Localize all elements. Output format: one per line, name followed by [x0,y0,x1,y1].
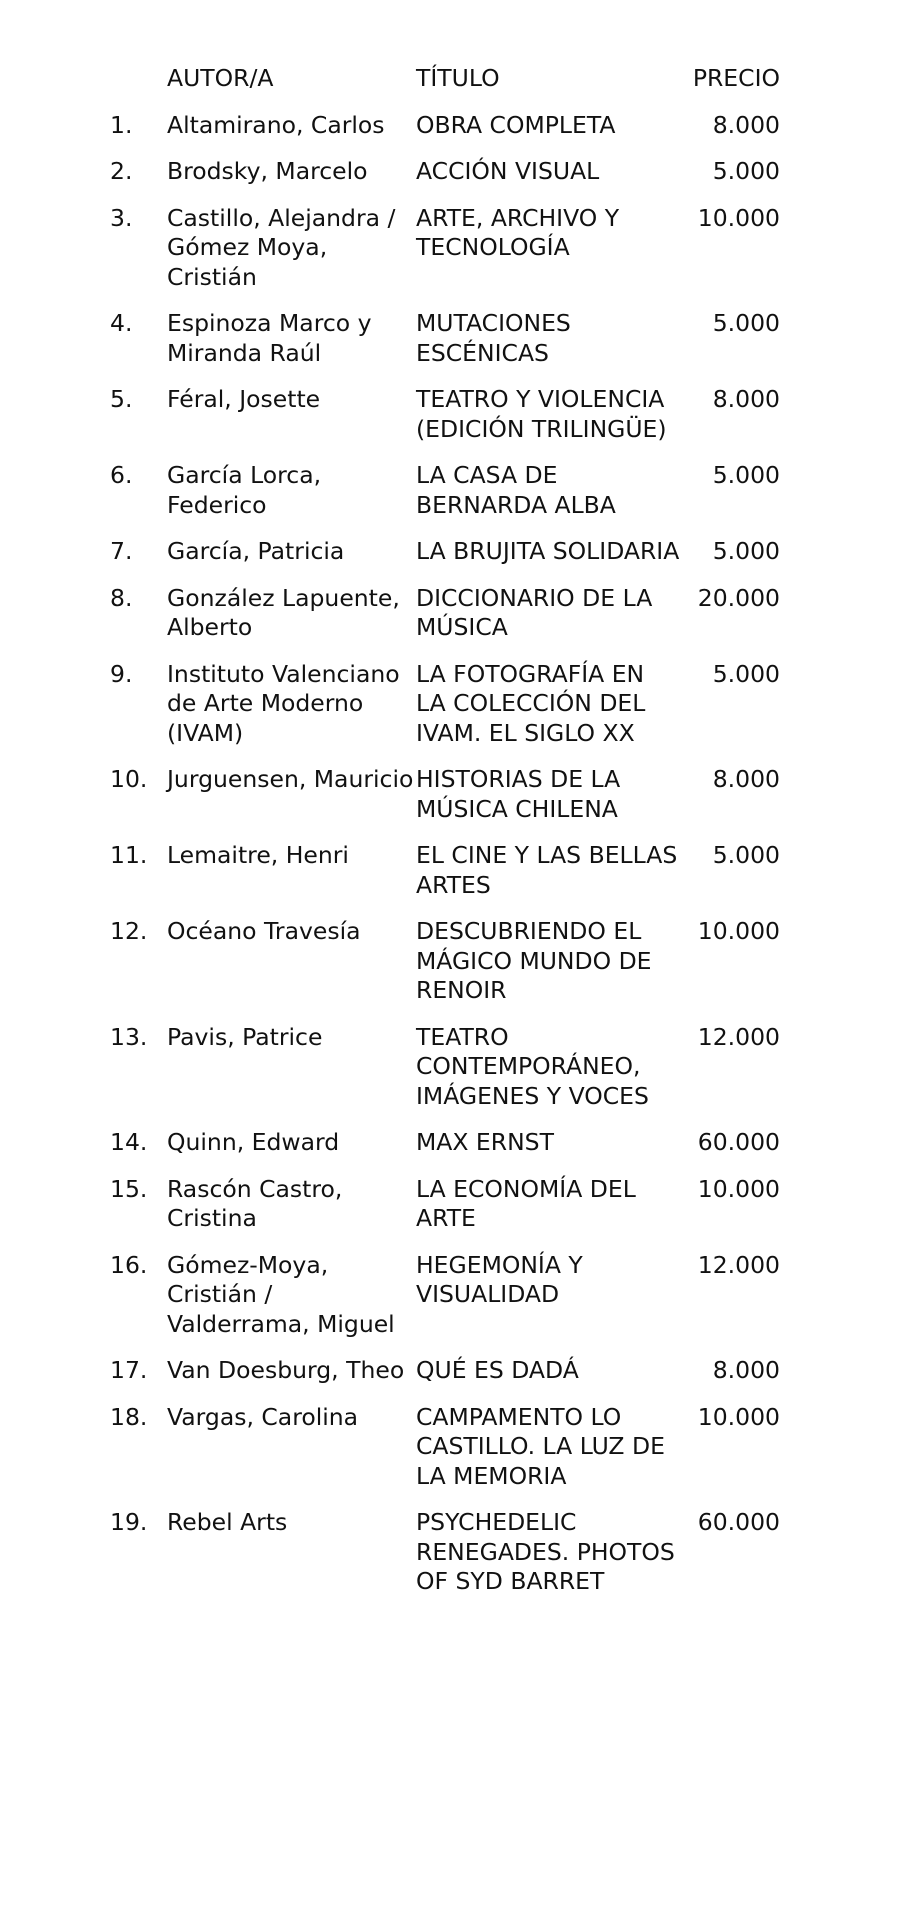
table-row [110,765,780,841]
row-price: 60.000 [697,1508,780,1536]
row-number: 1. [110,110,133,139]
row-title: HISTORIAS DE LA MÚSICA CHILENA [416,765,621,823]
row-number: 19. [110,1508,148,1536]
row-price: 20.000 [697,583,780,612]
row-title: OBRA COMPLETA [416,110,616,139]
row-title: PSYCHEDELIC RENEGADES. PHOTOS OF SYD BARRET [416,1508,675,1595]
table-row [110,917,780,1023]
row-number: 8. [110,583,133,612]
row-author: Altamirano, Carlos [167,110,385,139]
row-number: 6. [110,461,133,489]
row-number: 10. [110,765,148,793]
row-price: 8.000 [712,110,780,139]
table-row [110,385,780,461]
table-row [110,660,780,766]
row-title: DICCIONARIO DE LA MÚSICA [416,583,653,641]
row-author: Instituto Valenciano de Arte Moderno (IVAM) [167,659,400,747]
row-price: 10.000 [697,203,780,232]
row-price: 12.000 [697,1022,780,1051]
row-price: 5.000 [712,659,780,688]
row-price: 8.000 [712,1356,780,1384]
row-price: 8.000 [712,765,780,793]
table-row [110,537,780,584]
row-title: MAX ERNST [416,1128,554,1156]
row-title: LA CASA DE BERNARDA ALBA [416,461,616,519]
row-author: Van Doesburg, Theo [167,1356,405,1384]
row-number: 13. [110,1022,148,1051]
row-number: 3. [110,203,133,232]
row-price: 60.000 [697,1128,780,1156]
row-number: 4. [110,309,133,337]
table-row [110,309,780,385]
row-title: LA BRUJITA SOLIDARIA [416,537,680,565]
table-row [110,204,780,310]
table-row [110,1403,780,1509]
header-title: TÍTULO [416,64,500,92]
table-header [110,64,780,111]
table-row [110,1128,780,1175]
row-title: DESCUBRIENDO EL MÁGICO MUNDO DE RENOIR [416,917,652,1004]
table-row [110,1508,780,1614]
row-title: ARTE, ARCHIVO Y TECNOLOGÍA [416,203,620,261]
row-author: Pavis, Patrice [167,1022,323,1051]
row-price: 5.000 [712,461,780,489]
row-author: Vargas, Carolina [167,1402,359,1431]
book-price-table [110,64,780,1614]
row-title: LA ECONOMÍA DEL ARTE [416,1174,636,1232]
header-author: AUTOR/A [167,64,274,92]
row-author: Lemaitre, Henri [167,841,349,869]
row-number: 2. [110,157,133,185]
row-price: 8.000 [712,385,780,413]
row-author: Rascón Castro, Cristina [167,1174,343,1232]
row-author: Brodsky, Marcelo [167,157,368,185]
row-price: 5.000 [712,157,780,185]
table-row [110,1175,780,1251]
row-number: 5. [110,385,133,413]
header-number [110,64,167,111]
row-number: 14. [110,1128,148,1156]
row-title: EL CINE Y LAS BELLAS ARTES [416,841,678,899]
row-author: Gómez-Moya, Cristián / Valderrama, Miguel [167,1250,395,1338]
row-number: 9. [110,659,133,688]
row-price: 12.000 [697,1250,780,1279]
row-title: MUTACIONES ESCÉNICAS [416,309,571,367]
row-title: CAMPAMENTO LO CASTILLO. LA LUZ DE LA MEMORIA [416,1402,665,1490]
row-number: 17. [110,1356,148,1384]
table-row [110,1023,780,1129]
row-number: 15. [110,1174,148,1203]
row-title: ACCIÓN VISUAL [416,157,600,185]
row-number: 12. [110,917,148,945]
row-author: Féral, Josette [167,385,321,413]
row-author: González Lapuente, Alberto [167,583,400,641]
row-price: 10.000 [697,1174,780,1203]
row-title: LA FOTOGRAFÍA EN LA COLECCIÓN DEL IVAM. EL SIGLO XX [416,659,646,747]
row-price: 5.000 [712,537,780,565]
row-author: García Lorca, Federico [167,461,322,519]
row-price: 10.000 [697,1402,780,1431]
row-title: HEGEMONÍA Y VISUALIDAD [416,1250,583,1308]
row-author: Océano Travesía [167,917,361,945]
row-price: 5.000 [712,309,780,337]
table-row [110,157,780,204]
row-author: Rebel Arts [167,1508,288,1536]
row-price: 5.000 [712,841,780,869]
row-number: 16. [110,1250,148,1279]
header-price: PRECIO [692,64,780,92]
row-number: 7. [110,537,133,565]
row-author: Castillo, Alejandra / Gómez Moya, Cristián [167,203,396,291]
table-body [110,111,780,1614]
table-row [110,1356,780,1403]
table-row [110,1251,780,1357]
table-row [110,111,780,158]
row-number: 11. [110,841,148,869]
row-price: 10.000 [697,917,780,945]
table-row [110,584,780,660]
row-title: TEATRO Y VIOLENCIA (EDICIÓN TRILINGÜE) [416,385,667,443]
row-number: 18. [110,1402,148,1431]
row-author: Quinn, Edward [167,1128,340,1156]
header-row [110,64,780,111]
row-author: García, Patricia [167,537,345,565]
row-title: QUÉ ES DADÁ [416,1356,579,1384]
table-row [110,461,780,537]
row-author: Jurguensen, Mauricio [167,765,414,793]
row-author: Espinoza Marco y Miranda Raúl [167,309,372,367]
row-title: TEATRO CONTEMPORÁNEO, IMÁGENES Y VOCES [416,1022,649,1110]
table-row [110,841,780,917]
